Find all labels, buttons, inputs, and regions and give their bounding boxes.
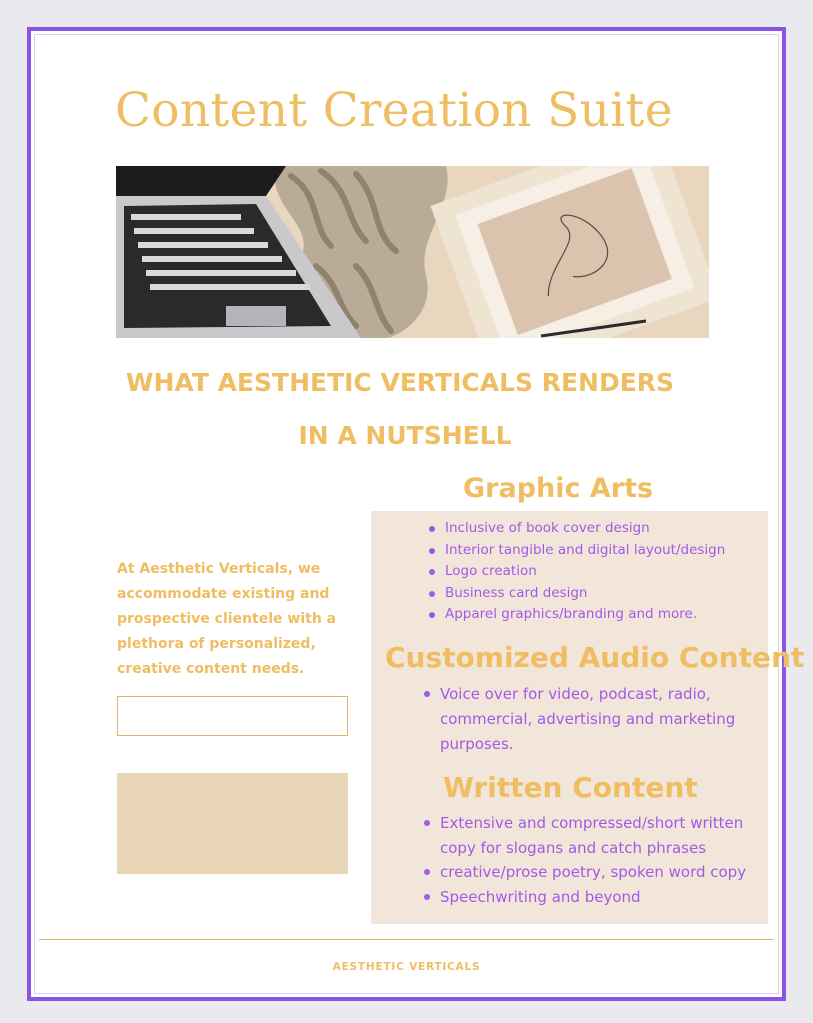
written-content-label: Written Content — [443, 771, 698, 804]
list-item: Logo creation — [429, 561, 725, 583]
page-frame — [27, 27, 805, 1001]
hero-image — [116, 166, 709, 338]
list-item: Interior tangible and digital layout/design — [429, 540, 725, 562]
intro-text: At Aesthetic Verticals, we accommodate existing and prospective clientele with a plethora of personalized, creative content needs. — [117, 561, 337, 677]
list-item: Apparel graphics/branding and more. — [429, 604, 725, 626]
written-content-list — [424, 811, 764, 909]
list-item: Voice over for video, podcast, radio, commercial, advertising and marketing purposes. — [424, 682, 754, 757]
footer-divider — [39, 939, 774, 940]
graphic-arts-label: Graphic Arts — [463, 473, 654, 504]
list-item: Inclusive of book cover design — [429, 518, 725, 540]
list-item: creative/prose poetry, spoken word copy — [424, 860, 764, 885]
graphic-arts-list — [429, 518, 725, 626]
hero-photo-illustration — [116, 166, 709, 338]
section-heading-line-2: IN A NUTSHELL — [298, 421, 512, 450]
list-item: Speechwriting and beyond — [424, 885, 764, 910]
page — [34, 34, 805, 994]
list-item: Business card design — [429, 583, 725, 605]
audio-content-label: Customized Audio Content — [385, 641, 805, 674]
page-title: Content Creation Suite — [115, 83, 673, 138]
footer-text: AESTHETIC VERTICALS — [332, 961, 481, 973]
services-panel — [371, 511, 805, 924]
empty-text-box[interactable] — [117, 696, 348, 736]
section-heading-line-1: WHAT AESTHETIC VERTICALS RENDERS — [125, 368, 675, 397]
beige-placeholder-block — [117, 773, 348, 874]
audio-content-list — [424, 682, 754, 757]
list-item: Extensive and compressed/short written copy for slogans and catch phrases — [424, 811, 764, 860]
